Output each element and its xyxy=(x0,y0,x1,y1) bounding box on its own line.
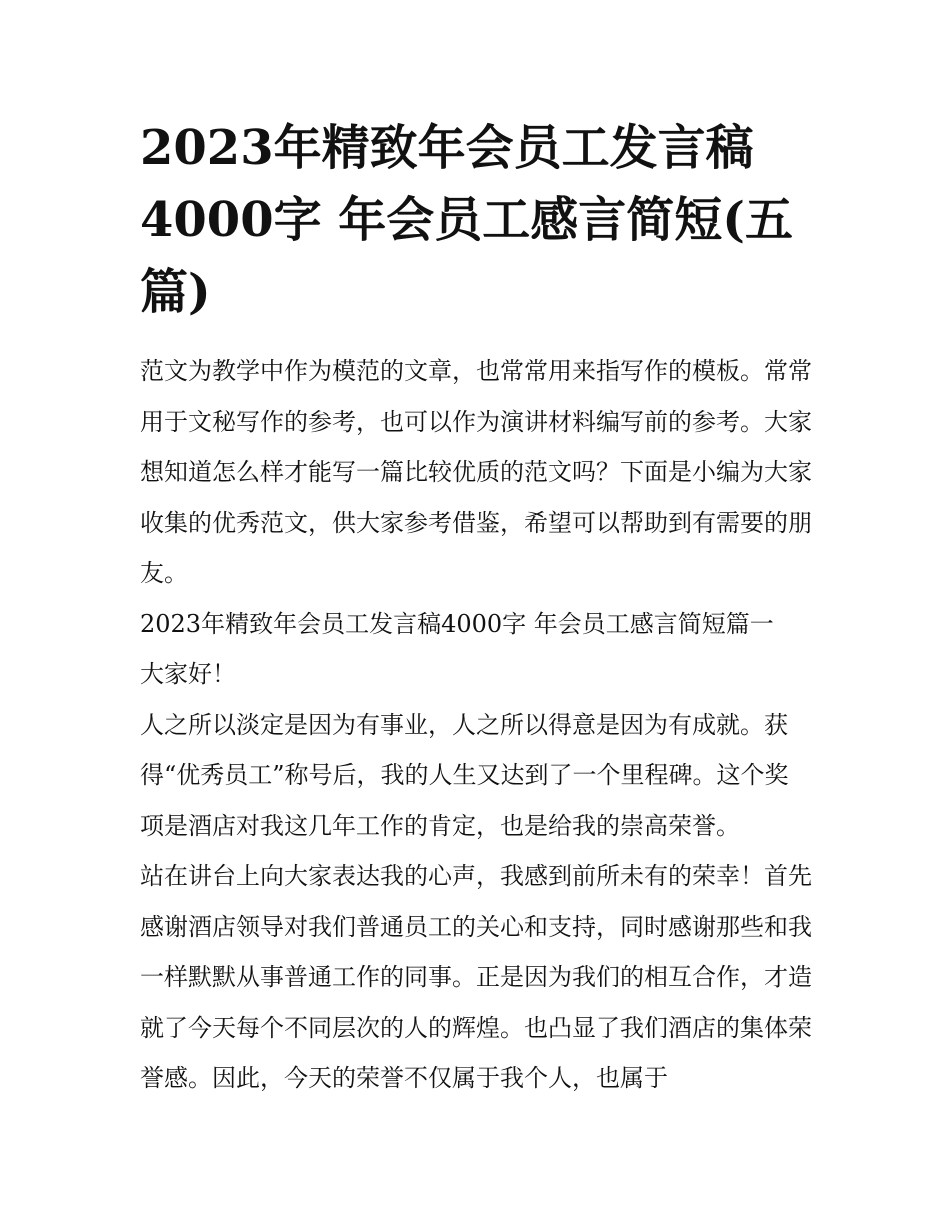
document-title: 2023年精致年会员工发言稿4000字 年会员工感言简短(五篇) xyxy=(140,120,794,320)
document-page xyxy=(140,112,812,1104)
section-heading: 2023年精致年会员工发言稿4000字 年会员工感言简短篇一 xyxy=(140,609,774,638)
intro-paragraph: 范文为教学中作为模范的文章，也常常用来指写作的模板。常常用于文秘写作的参考，也可以作为演讲材料编写前的参考。大家想知道怎么样才能写一篇比较优质的范文吗？下面是小编为大家收集的优秀范文，供大家参考借鉴，希望可以帮助到有需要的朋友。 xyxy=(140,357,812,587)
greeting-paragraph: 大家好！ xyxy=(140,660,236,688)
body-paragraph-1: 人之所以淡定是因为有事业，人之所以得意是因为有成就。获得“优秀员工”称号后，我的人生又达到了一个里程碑。这个奖项是酒店对我这几年工作的肯定，也是给我的崇高荣誉。 xyxy=(140,710,789,840)
body-paragraph-2: 站在讲台上向大家表达我的心声，我感到前所未有的荣幸！首先感谢酒店领导对我们普通员工的关心和支持，同时感谢那些和我一样默默从事普通工作的同事。正是因为我们的相互合作，才造就了今天每个不同层次的人的辉煌。也凸显了我们酒店的集体荣誉感。因此，今天的荣誉不仅属于我个人，也属于 xyxy=(140,862,812,1092)
